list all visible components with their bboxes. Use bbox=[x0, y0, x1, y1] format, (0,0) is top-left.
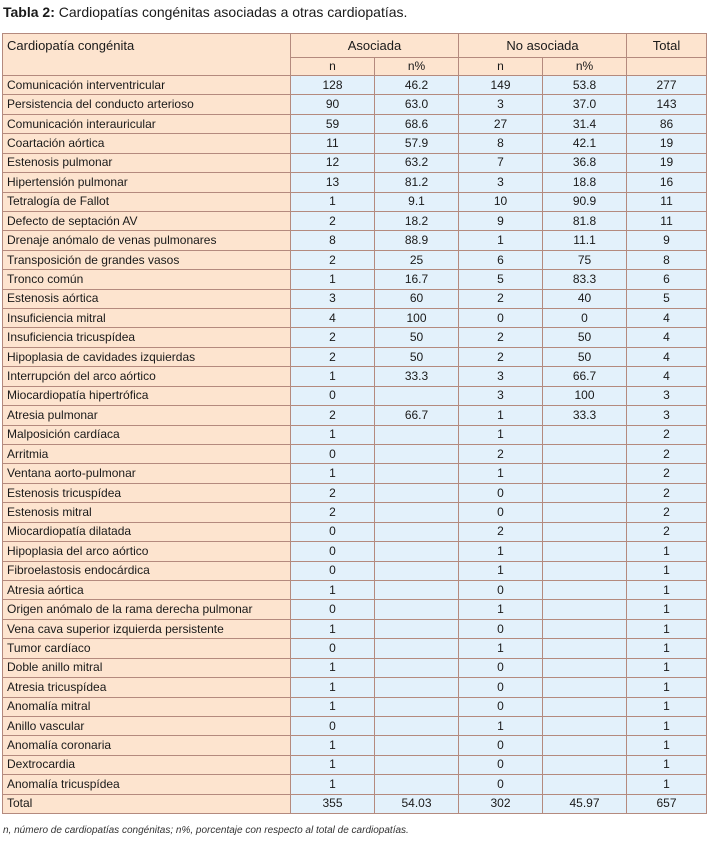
cell-asociada-npct: 18.2 bbox=[375, 211, 459, 230]
cell-no-asociada-npct: 83.3 bbox=[543, 270, 627, 289]
table-row bbox=[3, 309, 707, 328]
cell-no-asociada-n: 0 bbox=[459, 580, 543, 599]
cell-asociada-n: 2 bbox=[291, 406, 375, 425]
cell-asociada-npct bbox=[375, 522, 459, 541]
cell-no-asociada-n: 0 bbox=[459, 697, 543, 716]
table-row bbox=[3, 736, 707, 755]
cell-no-asociada-n: 5 bbox=[459, 270, 543, 289]
cell-no-asociada-n: 1 bbox=[459, 600, 543, 619]
cell-asociada-npct: 50 bbox=[375, 328, 459, 347]
cell-no-asociada-n: 0 bbox=[459, 736, 543, 755]
cell-asociada-n: 90 bbox=[291, 95, 375, 114]
header-no-asociada-n: n bbox=[459, 58, 543, 76]
cell-asociada-n: 1 bbox=[291, 192, 375, 211]
cell-asociada-npct: 57.9 bbox=[375, 134, 459, 153]
cell-no-asociada-n: 1 bbox=[459, 639, 543, 658]
cell-no-asociada-n: 1 bbox=[459, 542, 543, 561]
cell-asociada-n: 128 bbox=[291, 76, 375, 95]
cell-total: 5 bbox=[627, 289, 707, 308]
cell-asociada-npct bbox=[375, 697, 459, 716]
cell-asociada-npct: 16.7 bbox=[375, 270, 459, 289]
cell-total: 3 bbox=[627, 386, 707, 405]
cell-total: 2 bbox=[627, 483, 707, 502]
cell-total: 1 bbox=[627, 639, 707, 658]
cell-name: Coartación aórtica bbox=[3, 134, 291, 153]
cell-asociada-n: 355 bbox=[291, 794, 375, 813]
cell-asociada-n: 2 bbox=[291, 250, 375, 269]
cell-no-asociada-npct bbox=[543, 542, 627, 561]
cell-total: 1 bbox=[627, 658, 707, 677]
cell-total: 1 bbox=[627, 619, 707, 638]
cell-no-asociada-npct bbox=[543, 425, 627, 444]
cell-total: 1 bbox=[627, 736, 707, 755]
header-total: Total bbox=[627, 34, 707, 58]
cell-no-asociada-npct: 66.7 bbox=[543, 367, 627, 386]
cell-no-asociada-npct bbox=[543, 736, 627, 755]
cell-name: Estenosis aórtica bbox=[3, 289, 291, 308]
cell-total: 9 bbox=[627, 231, 707, 250]
cell-asociada-n: 1 bbox=[291, 464, 375, 483]
cell-asociada-npct bbox=[375, 736, 459, 755]
cell-asociada-n: 0 bbox=[291, 561, 375, 580]
cell-asociada-n: 1 bbox=[291, 270, 375, 289]
table-row bbox=[3, 483, 707, 502]
cell-no-asociada-npct: 33.3 bbox=[543, 406, 627, 425]
cell-no-asociada-npct bbox=[543, 697, 627, 716]
cell-no-asociada-npct: 31.4 bbox=[543, 114, 627, 133]
cell-asociada-npct bbox=[375, 464, 459, 483]
cell-asociada-npct: 63.2 bbox=[375, 153, 459, 172]
cell-total: 1 bbox=[627, 755, 707, 774]
cell-total: 1 bbox=[627, 716, 707, 735]
cell-asociada-n: 0 bbox=[291, 386, 375, 405]
cell-no-asociada-npct bbox=[543, 561, 627, 580]
cell-total: 1 bbox=[627, 580, 707, 599]
cell-no-asociada-npct bbox=[543, 755, 627, 774]
cell-asociada-npct bbox=[375, 386, 459, 405]
cell-total: 11 bbox=[627, 192, 707, 211]
table-row bbox=[3, 542, 707, 561]
table-row bbox=[3, 250, 707, 269]
cell-asociada-npct: 88.9 bbox=[375, 231, 459, 250]
cell-name: Miocardiopatía dilatada bbox=[3, 522, 291, 541]
cell-asociada-npct bbox=[375, 658, 459, 677]
cell-total: 8 bbox=[627, 250, 707, 269]
footnote: n, número de cardiopatías congénitas; n%, porcentaje con respecto al total de cardiopatías. bbox=[3, 825, 409, 836]
cell-name: Defecto de septación AV bbox=[3, 211, 291, 230]
table-row bbox=[3, 464, 707, 483]
cell-no-asociada-n: 0 bbox=[459, 755, 543, 774]
cell-name: Insuficiencia mitral bbox=[3, 309, 291, 328]
cell-no-asociada-n: 7 bbox=[459, 153, 543, 172]
cell-no-asociada-n: 2 bbox=[459, 289, 543, 308]
cell-asociada-n: 59 bbox=[291, 114, 375, 133]
cell-name: Anomalía coronaria bbox=[3, 736, 291, 755]
cell-no-asociada-n: 6 bbox=[459, 250, 543, 269]
cell-no-asociada-n: 8 bbox=[459, 134, 543, 153]
cell-asociada-n: 4 bbox=[291, 309, 375, 328]
cell-asociada-npct bbox=[375, 425, 459, 444]
cell-no-asociada-n: 2 bbox=[459, 328, 543, 347]
cell-name: Dextrocardia bbox=[3, 755, 291, 774]
cell-asociada-n: 0 bbox=[291, 600, 375, 619]
cell-no-asociada-n: 3 bbox=[459, 367, 543, 386]
cell-no-asociada-n: 3 bbox=[459, 386, 543, 405]
cell-no-asociada-n: 1 bbox=[459, 464, 543, 483]
cell-total: 143 bbox=[627, 95, 707, 114]
cell-name: Atresia tricuspídea bbox=[3, 678, 291, 697]
cell-no-asociada-npct bbox=[543, 619, 627, 638]
table-row bbox=[3, 289, 707, 308]
cell-no-asociada-n: 3 bbox=[459, 95, 543, 114]
cell-name: Hipoplasia de cavidades izquierdas bbox=[3, 347, 291, 366]
cell-total: 2 bbox=[627, 464, 707, 483]
cell-asociada-n: 1 bbox=[291, 775, 375, 794]
cell-name: Tetralogía de Fallot bbox=[3, 192, 291, 211]
cell-name: Atresia pulmonar bbox=[3, 406, 291, 425]
cell-no-asociada-n: 1 bbox=[459, 231, 543, 250]
cell-total: 4 bbox=[627, 367, 707, 386]
cell-total: 2 bbox=[627, 503, 707, 522]
cell-total: 1 bbox=[627, 678, 707, 697]
table-row bbox=[3, 270, 707, 289]
cell-total: 1 bbox=[627, 775, 707, 794]
cell-name: Anillo vascular bbox=[3, 716, 291, 735]
table-row bbox=[3, 328, 707, 347]
cell-no-asociada-npct bbox=[543, 639, 627, 658]
cell-no-asociada-npct: 45.97 bbox=[543, 794, 627, 813]
cell-asociada-npct bbox=[375, 775, 459, 794]
cell-name: Miocardiopatía hipertrófica bbox=[3, 386, 291, 405]
cell-asociada-npct: 9.1 bbox=[375, 192, 459, 211]
cell-asociada-n: 1 bbox=[291, 755, 375, 774]
table-row bbox=[3, 716, 707, 735]
cell-asociada-n: 0 bbox=[291, 716, 375, 735]
table-row bbox=[3, 134, 707, 153]
cell-asociada-n: 1 bbox=[291, 658, 375, 677]
cell-name: Anomalía tricuspídea bbox=[3, 775, 291, 794]
data-table-container bbox=[2, 33, 706, 814]
cell-no-asociada-npct: 50 bbox=[543, 328, 627, 347]
cell-name: Doble anillo mitral bbox=[3, 658, 291, 677]
cell-name: Comunicación interventricular bbox=[3, 76, 291, 95]
cell-no-asociada-npct: 11.1 bbox=[543, 231, 627, 250]
cell-asociada-npct: 63.0 bbox=[375, 95, 459, 114]
cell-no-asociada-n: 0 bbox=[459, 658, 543, 677]
table-row bbox=[3, 367, 707, 386]
cell-asociada-npct: 46.2 bbox=[375, 76, 459, 95]
table-row bbox=[3, 76, 707, 95]
cell-no-asociada-n: 9 bbox=[459, 211, 543, 230]
table-row bbox=[3, 503, 707, 522]
cell-name: Atresia aórtica bbox=[3, 580, 291, 599]
cell-asociada-n: 0 bbox=[291, 445, 375, 464]
cell-total: 1 bbox=[627, 600, 707, 619]
cell-total: 4 bbox=[627, 347, 707, 366]
cell-total: 1 bbox=[627, 542, 707, 561]
table-row bbox=[3, 192, 707, 211]
cell-asociada-npct bbox=[375, 542, 459, 561]
cell-asociada-n: 0 bbox=[291, 639, 375, 658]
cell-asociada-npct: 25 bbox=[375, 250, 459, 269]
cell-asociada-npct: 81.2 bbox=[375, 173, 459, 192]
cell-asociada-n: 1 bbox=[291, 697, 375, 716]
cell-asociada-npct: 100 bbox=[375, 309, 459, 328]
cell-total: 1 bbox=[627, 561, 707, 580]
cell-no-asociada-npct: 100 bbox=[543, 386, 627, 405]
cell-no-asociada-npct bbox=[543, 716, 627, 735]
cell-name: Origen anómalo de la rama derecha pulmonar bbox=[3, 600, 291, 619]
cell-total: 4 bbox=[627, 328, 707, 347]
cell-no-asociada-n: 2 bbox=[459, 347, 543, 366]
cell-asociada-n: 1 bbox=[291, 367, 375, 386]
cell-total: 19 bbox=[627, 134, 707, 153]
table-body bbox=[3, 76, 707, 814]
cell-no-asociada-npct bbox=[543, 483, 627, 502]
cell-no-asociada-npct: 53.8 bbox=[543, 76, 627, 95]
cell-no-asociada-npct: 37.0 bbox=[543, 95, 627, 114]
cell-name: Drenaje anómalo de venas pulmonares bbox=[3, 231, 291, 250]
cell-total: 2 bbox=[627, 522, 707, 541]
cell-asociada-n: 2 bbox=[291, 503, 375, 522]
cell-asociada-n: 2 bbox=[291, 211, 375, 230]
cell-asociada-npct bbox=[375, 503, 459, 522]
cell-no-asociada-n: 0 bbox=[459, 619, 543, 638]
table-caption bbox=[3, 4, 407, 20]
cell-total: 16 bbox=[627, 173, 707, 192]
cell-asociada-n: 1 bbox=[291, 736, 375, 755]
table-row bbox=[3, 561, 707, 580]
cell-no-asociada-npct bbox=[543, 600, 627, 619]
table-row bbox=[3, 211, 707, 230]
cell-no-asociada-npct bbox=[543, 464, 627, 483]
cell-total: 86 bbox=[627, 114, 707, 133]
header-asociada-n: n bbox=[291, 58, 375, 76]
cell-name: Estenosis pulmonar bbox=[3, 153, 291, 172]
cell-no-asociada-npct: 18.8 bbox=[543, 173, 627, 192]
cell-asociada-n: 2 bbox=[291, 347, 375, 366]
header-no-asociada: No asociada bbox=[459, 34, 627, 58]
cell-no-asociada-npct: 40 bbox=[543, 289, 627, 308]
cell-no-asociada-npct: 75 bbox=[543, 250, 627, 269]
cell-no-asociada-n: 10 bbox=[459, 192, 543, 211]
cell-no-asociada-npct: 90.9 bbox=[543, 192, 627, 211]
cell-asociada-n: 0 bbox=[291, 522, 375, 541]
table-row bbox=[3, 600, 707, 619]
cell-name: Estenosis tricuspídea bbox=[3, 483, 291, 502]
cell-asociada-npct: 60 bbox=[375, 289, 459, 308]
cell-asociada-npct: 33.3 bbox=[375, 367, 459, 386]
cell-no-asociada-n: 1 bbox=[459, 406, 543, 425]
table-row bbox=[3, 95, 707, 114]
cell-name: Interrupción del arco aórtico bbox=[3, 367, 291, 386]
cell-name: Hipoplasia del arco aórtico bbox=[3, 542, 291, 561]
table-row bbox=[3, 697, 707, 716]
table-row bbox=[3, 386, 707, 405]
cell-no-asociada-npct bbox=[543, 522, 627, 541]
cell-asociada-npct bbox=[375, 639, 459, 658]
cell-name: Tumor cardíaco bbox=[3, 639, 291, 658]
cell-no-asociada-npct bbox=[543, 775, 627, 794]
cell-asociada-n: 1 bbox=[291, 678, 375, 697]
cell-name: Ventana aorto-pulmonar bbox=[3, 464, 291, 483]
header-asociada: Asociada bbox=[291, 34, 459, 58]
cell-no-asociada-npct: 42.1 bbox=[543, 134, 627, 153]
cell-total: 11 bbox=[627, 211, 707, 230]
cell-asociada-n: 1 bbox=[291, 619, 375, 638]
cell-no-asociada-npct bbox=[543, 658, 627, 677]
cell-asociada-npct bbox=[375, 445, 459, 464]
cell-no-asociada-n: 1 bbox=[459, 716, 543, 735]
cell-total: 1 bbox=[627, 697, 707, 716]
cell-asociada-npct bbox=[375, 619, 459, 638]
cell-asociada-npct bbox=[375, 716, 459, 735]
total-row bbox=[3, 794, 707, 813]
cell-total: 19 bbox=[627, 153, 707, 172]
table-row bbox=[3, 639, 707, 658]
cell-no-asociada-n: 0 bbox=[459, 483, 543, 502]
table-row bbox=[3, 173, 707, 192]
cell-asociada-npct: 66.7 bbox=[375, 406, 459, 425]
caption-label: Tabla 2: bbox=[3, 4, 55, 20]
cell-total: 2 bbox=[627, 445, 707, 464]
cell-no-asociada-npct: 50 bbox=[543, 347, 627, 366]
cell-name: Estenosis mitral bbox=[3, 503, 291, 522]
cell-no-asociada-n: 1 bbox=[459, 425, 543, 444]
cell-total: 657 bbox=[627, 794, 707, 813]
cell-total: 4 bbox=[627, 309, 707, 328]
table-row bbox=[3, 658, 707, 677]
cell-asociada-npct: 54.03 bbox=[375, 794, 459, 813]
table-row bbox=[3, 580, 707, 599]
cell-no-asociada-n: 2 bbox=[459, 522, 543, 541]
cell-total: 6 bbox=[627, 270, 707, 289]
table-row bbox=[3, 445, 707, 464]
table-row bbox=[3, 231, 707, 250]
cell-name: Transposición de grandes vasos bbox=[3, 250, 291, 269]
cell-asociada-npct: 50 bbox=[375, 347, 459, 366]
table-row bbox=[3, 775, 707, 794]
cell-name: Total bbox=[3, 794, 291, 813]
table-row bbox=[3, 153, 707, 172]
cell-name: Tronco común bbox=[3, 270, 291, 289]
cell-total: 2 bbox=[627, 425, 707, 444]
cell-no-asociada-npct: 81.8 bbox=[543, 211, 627, 230]
table-row bbox=[3, 425, 707, 444]
table-row bbox=[3, 114, 707, 133]
cell-total: 277 bbox=[627, 76, 707, 95]
cell-no-asociada-n: 0 bbox=[459, 775, 543, 794]
cell-name: Anomalía mitral bbox=[3, 697, 291, 716]
cell-asociada-npct bbox=[375, 483, 459, 502]
cell-no-asociada-npct bbox=[543, 580, 627, 599]
cell-no-asociada-n: 0 bbox=[459, 678, 543, 697]
cell-no-asociada-npct bbox=[543, 503, 627, 522]
table-row bbox=[3, 522, 707, 541]
cell-name: Arritmia bbox=[3, 445, 291, 464]
cell-asociada-n: 3 bbox=[291, 289, 375, 308]
cell-name: Vena cava superior izquierda persistente bbox=[3, 619, 291, 638]
cell-no-asociada-n: 2 bbox=[459, 445, 543, 464]
header-row-1 bbox=[3, 34, 707, 58]
cell-no-asociada-npct bbox=[543, 678, 627, 697]
data-table bbox=[2, 33, 707, 814]
table-row bbox=[3, 678, 707, 697]
cell-name: Hipertensión pulmonar bbox=[3, 173, 291, 192]
header-cardiopatia: Cardiopatía congénita bbox=[3, 34, 291, 76]
cell-no-asociada-npct: 36.8 bbox=[543, 153, 627, 172]
table-row bbox=[3, 347, 707, 366]
table-row bbox=[3, 619, 707, 638]
cell-asociada-n: 1 bbox=[291, 425, 375, 444]
cell-asociada-n: 8 bbox=[291, 231, 375, 250]
table-row bbox=[3, 755, 707, 774]
cell-asociada-n: 1 bbox=[291, 580, 375, 599]
cell-no-asociada-n: 302 bbox=[459, 794, 543, 813]
caption-text: Cardiopatías congénitas asociadas a otras cardiopatías. bbox=[58, 4, 408, 20]
cell-name: Persistencia del conducto arterioso bbox=[3, 95, 291, 114]
cell-asociada-n: 12 bbox=[291, 153, 375, 172]
cell-asociada-n: 11 bbox=[291, 134, 375, 153]
header-no-asociada-npct: n% bbox=[543, 58, 627, 76]
header-asociada-npct: n% bbox=[375, 58, 459, 76]
cell-name: Fibroelastosis endocárdica bbox=[3, 561, 291, 580]
cell-asociada-n: 2 bbox=[291, 328, 375, 347]
cell-asociada-npct bbox=[375, 580, 459, 599]
cell-no-asociada-n: 149 bbox=[459, 76, 543, 95]
table-row bbox=[3, 406, 707, 425]
cell-asociada-npct bbox=[375, 755, 459, 774]
cell-total: 3 bbox=[627, 406, 707, 425]
cell-asociada-npct bbox=[375, 678, 459, 697]
cell-name: Malposición cardíaca bbox=[3, 425, 291, 444]
cell-no-asociada-n: 0 bbox=[459, 503, 543, 522]
cell-asociada-npct: 68.6 bbox=[375, 114, 459, 133]
cell-no-asociada-npct bbox=[543, 445, 627, 464]
cell-no-asociada-n: 3 bbox=[459, 173, 543, 192]
cell-asociada-npct bbox=[375, 600, 459, 619]
cell-asociada-npct bbox=[375, 561, 459, 580]
cell-asociada-n: 2 bbox=[291, 483, 375, 502]
cell-no-asociada-n: 0 bbox=[459, 309, 543, 328]
cell-name: Comunicación interauricular bbox=[3, 114, 291, 133]
cell-asociada-n: 13 bbox=[291, 173, 375, 192]
cell-no-asociada-npct: 0 bbox=[543, 309, 627, 328]
cell-asociada-n: 0 bbox=[291, 542, 375, 561]
cell-no-asociada-n: 27 bbox=[459, 114, 543, 133]
cell-no-asociada-n: 1 bbox=[459, 561, 543, 580]
cell-name: Insuficiencia tricuspídea bbox=[3, 328, 291, 347]
header-total-blank bbox=[627, 58, 707, 76]
